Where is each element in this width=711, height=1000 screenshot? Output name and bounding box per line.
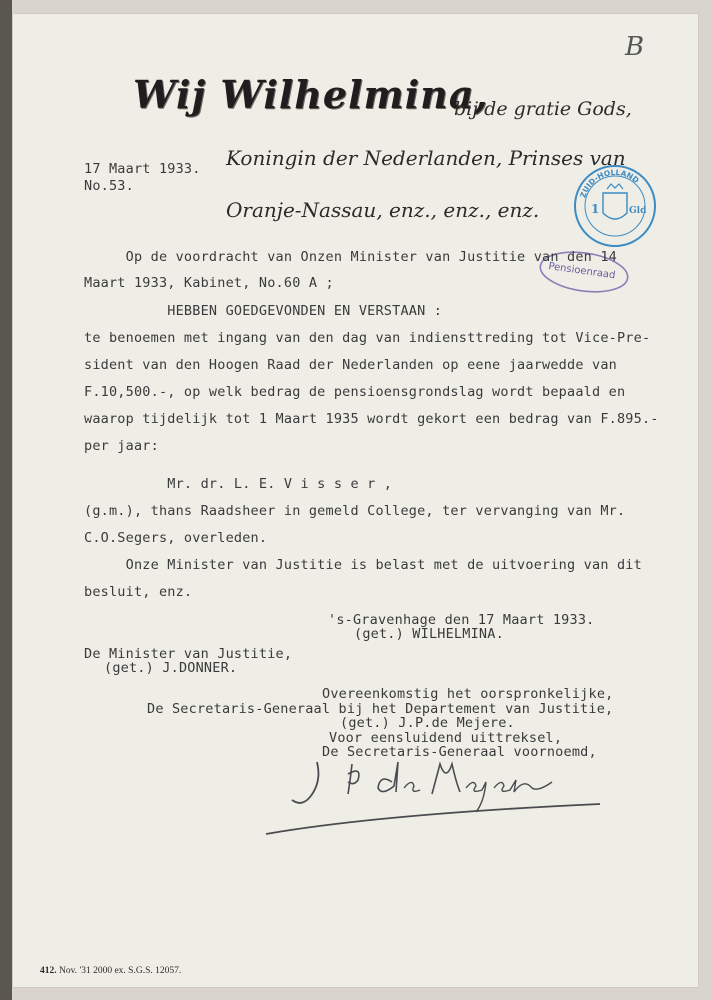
- handwritten-signature: [262, 752, 602, 842]
- body-line-7: waarop tijdelijk tot 1 Maart 1935 wordt gekort een bedrag van F.895.-: [84, 411, 659, 427]
- body-line-5: sident van den Hoogen Raad der Nederlanden op eene jaarwedde van: [84, 357, 617, 373]
- closing-line-5: De Secretaris-Generaal voornoemd,: [322, 744, 597, 760]
- body-line-3: HEBBEN GOEDGEVONDEN EN VERSTAAN :: [84, 303, 443, 319]
- pensioenraad-stamp-text: Pensioenraad: [547, 261, 617, 282]
- print-footer: [40, 966, 181, 976]
- tax-stamp-top-text: ZUID-HOLLAND: [578, 167, 641, 199]
- tax-stamp-unit: Gld: [629, 206, 647, 216]
- body-line-12: Onze Minister van Justitie is belast met de uitvoering van dit: [84, 557, 642, 573]
- tax-stamp-icon: [572, 163, 658, 249]
- closing-line-4: Voor eensluidend uittreksel,: [329, 730, 563, 746]
- document-date: 17 Maart 1933.: [84, 161, 201, 177]
- body-line-13: besluit, enz.: [84, 584, 193, 600]
- body-line-1: Op de voordracht van Onzen Minister van Justitie van den 14: [84, 249, 617, 265]
- footer-text: Nov. '31 2000 ex. S.G.S. 12057.: [56, 966, 182, 976]
- header-line3: Oranje-Nassau, enz., enz., enz.: [226, 198, 540, 222]
- body-line-4: te benoemen met ingang van den dag van indiensttreding tot Vice-Pre-: [84, 330, 651, 346]
- header-line2: Koningin der Nederlanden, Prinses van: [226, 146, 626, 170]
- corner-mark: B: [625, 32, 645, 62]
- body-line-6: F.10,500.-, op welk bedrag de pensioensgrondslag wordt bepaald en: [84, 384, 626, 400]
- closing-place-date: 's-Gravenhage den 17 Maart 1933.: [328, 612, 595, 628]
- body-line-8: per jaar:: [84, 438, 159, 454]
- header-line1-tail: bij de gratie Gods,: [454, 98, 632, 120]
- minister-title: De Minister van Justitie,: [84, 646, 293, 662]
- closing-line-2: De Secretaris-Generaal bij het Departement van Justitie,: [147, 701, 614, 717]
- document-number: No.53.: [84, 178, 134, 194]
- footer-number: 412.: [40, 966, 57, 976]
- closing-line-1: Overeenkomstig het oorspronkelijke,: [322, 686, 614, 702]
- tax-stamp-value: 1: [591, 202, 600, 216]
- closing-signed-queen: (get.) WILHELMINA.: [354, 626, 504, 642]
- body-line-11: C.O.Segers, overleden.: [84, 530, 268, 546]
- body-line-10: (g.m.), thans Raadsheer in gemeld College, ter vervanging van Mr.: [84, 503, 626, 519]
- closing-line-3: (get.) J.P.de Mejere.: [340, 715, 515, 731]
- scan-left-edge: [0, 0, 12, 1000]
- header-title: Wij Wilhelmina,: [133, 72, 489, 117]
- svg-text:ZUID-HOLLAND: [578, 168, 641, 199]
- body-line-2: Maart 1933, Kabinet, No.60 A ;: [84, 275, 334, 291]
- tax-stamp: [572, 163, 658, 249]
- minister-signed: (get.) J.DONNER.: [104, 660, 238, 676]
- appointee-name: Mr. dr. L. E. V i s s e r ,: [84, 476, 393, 492]
